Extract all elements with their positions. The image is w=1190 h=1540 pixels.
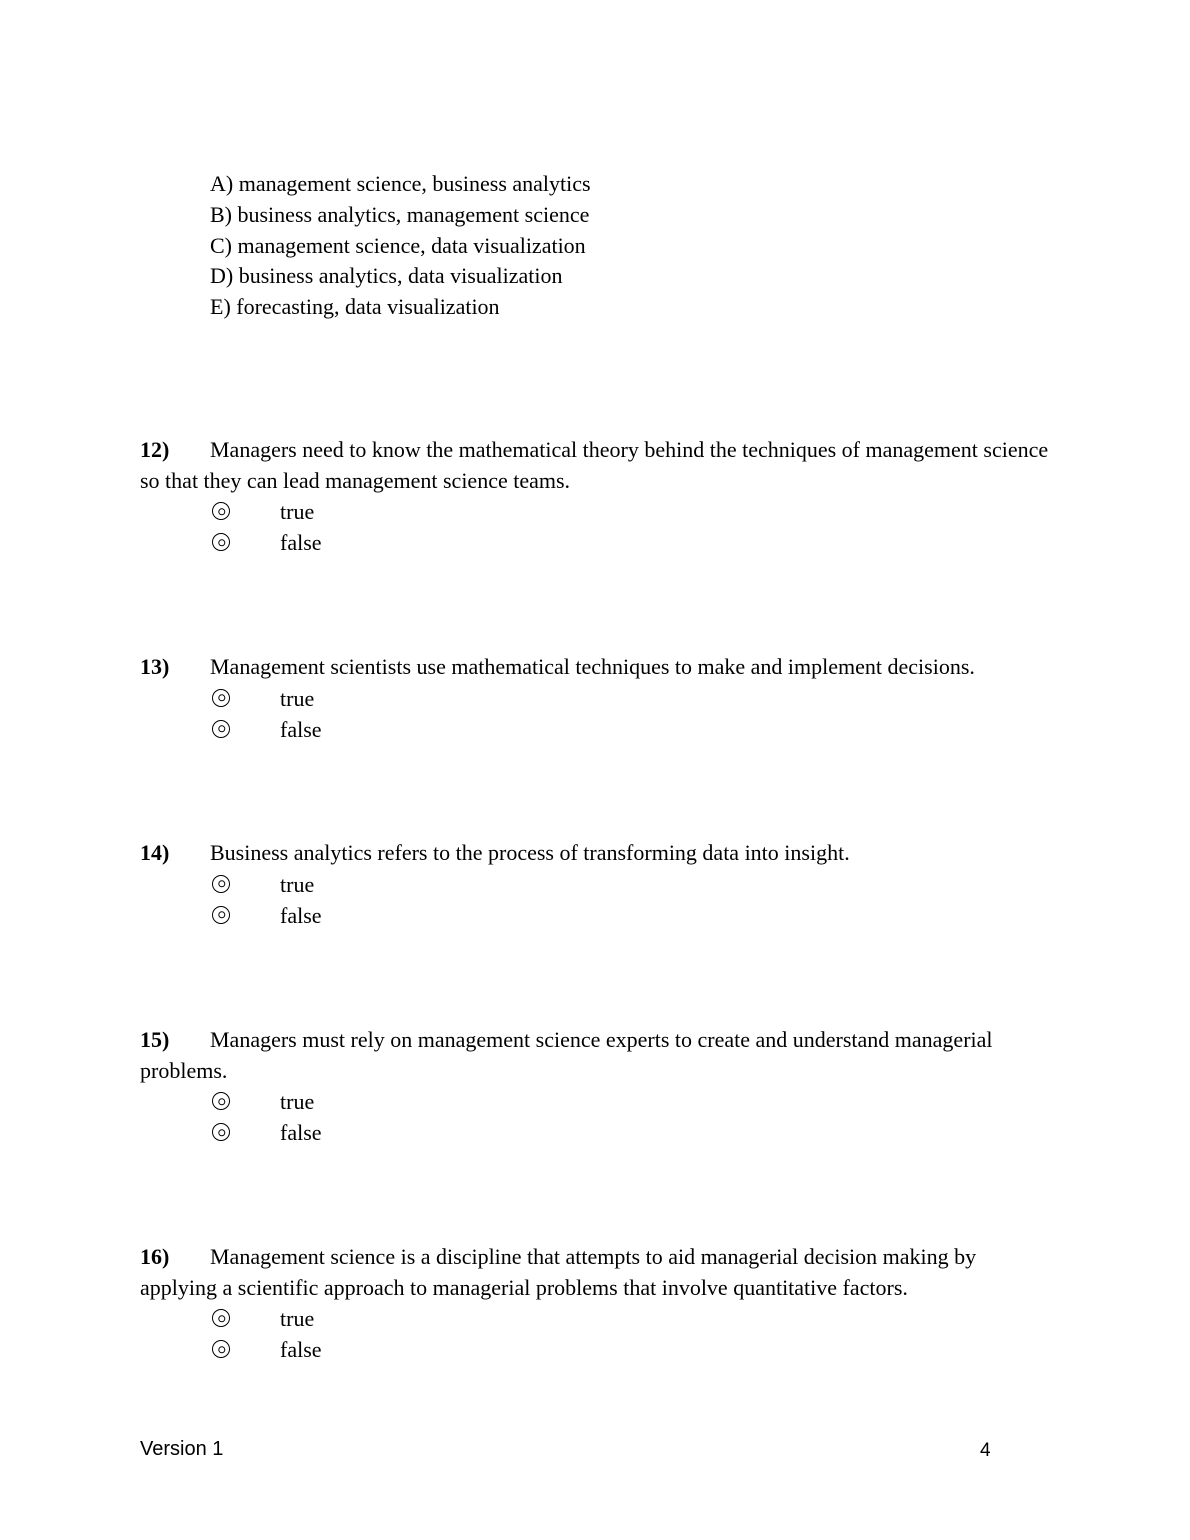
radio-button-icon[interactable] [212,875,230,893]
question-16 [140,1242,1050,1365]
question-text: Managers must rely on management science experts to create and understand managerial problems. [140,1027,993,1083]
question-number: 15) [140,1027,170,1052]
choice-e[interactable]: E) forecasting, data visualization [210,294,500,320]
question-12-prompt [140,435,1050,496]
option-label: true [280,1089,315,1114]
question-14-prompt [140,838,1050,869]
question-text: Management science is a discipline that attempts to aid managerial decision making by applying a scientific approach to managerial problems that involve quantitative factors. [140,1244,977,1300]
radio-button-icon[interactable] [212,906,230,924]
choice-d[interactable]: D) business analytics, data visualization [210,263,563,289]
option-label: false [280,716,322,742]
option-true[interactable] [140,1086,1050,1117]
question-number: 12) [140,437,170,462]
radio-button-icon[interactable] [212,1340,230,1358]
radio-button-icon[interactable] [212,689,230,707]
option-label: false [280,1337,322,1362]
radio-button-icon[interactable] [212,1309,230,1327]
option-true[interactable] [140,683,1050,714]
question-13 [140,652,1050,745]
question-number: 16) [140,1244,170,1269]
radio-button-icon[interactable] [212,720,230,738]
previous-question-choices [210,169,591,323]
option-false[interactable] [140,527,1050,558]
option-label: false [280,530,322,555]
question-text: Business analytics refers to the process of transforming data into insight. [210,840,850,865]
option-label: false [280,902,322,928]
question-12 [140,435,1050,558]
option-label: true [280,499,315,524]
option-label: false [280,1120,322,1145]
question-15-prompt [140,1025,1050,1086]
choice-b[interactable]: B) business analytics, management science [210,201,590,227]
option-false[interactable] [140,1334,1050,1365]
question-number: 14) [140,840,170,865]
option-false[interactable] [140,1117,1050,1148]
question-text: Managers need to know the mathematical theory behind the techniques of management science so that they can lead management science teams. [140,437,1049,493]
radio-button-icon[interactable] [212,1092,230,1110]
question-14 [140,838,1050,931]
question-number: 13) [140,654,170,679]
question-16-prompt [140,1242,1050,1303]
radio-button-icon[interactable] [212,502,230,520]
option-label: true [280,1306,315,1331]
option-label: true [280,685,315,711]
option-false[interactable] [140,714,1050,745]
option-true[interactable] [140,496,1050,527]
choice-a[interactable]: A) management science, business analytics [210,171,591,196]
option-false[interactable] [140,900,1050,931]
option-true[interactable] [140,1303,1050,1334]
question-13-prompt [140,652,1050,683]
page-number: 4 [980,1440,991,1461]
option-label: true [280,871,315,897]
radio-button-icon[interactable] [212,533,230,551]
footer-version: Version 1 [140,1438,224,1460]
question-text: Management scientists use mathematical techniques to make and implement decisions. [210,654,975,679]
radio-button-icon[interactable] [212,1123,230,1141]
question-15 [140,1025,1050,1148]
option-true[interactable] [140,869,1050,900]
choice-c[interactable]: C) management science, data visualization [210,232,586,258]
